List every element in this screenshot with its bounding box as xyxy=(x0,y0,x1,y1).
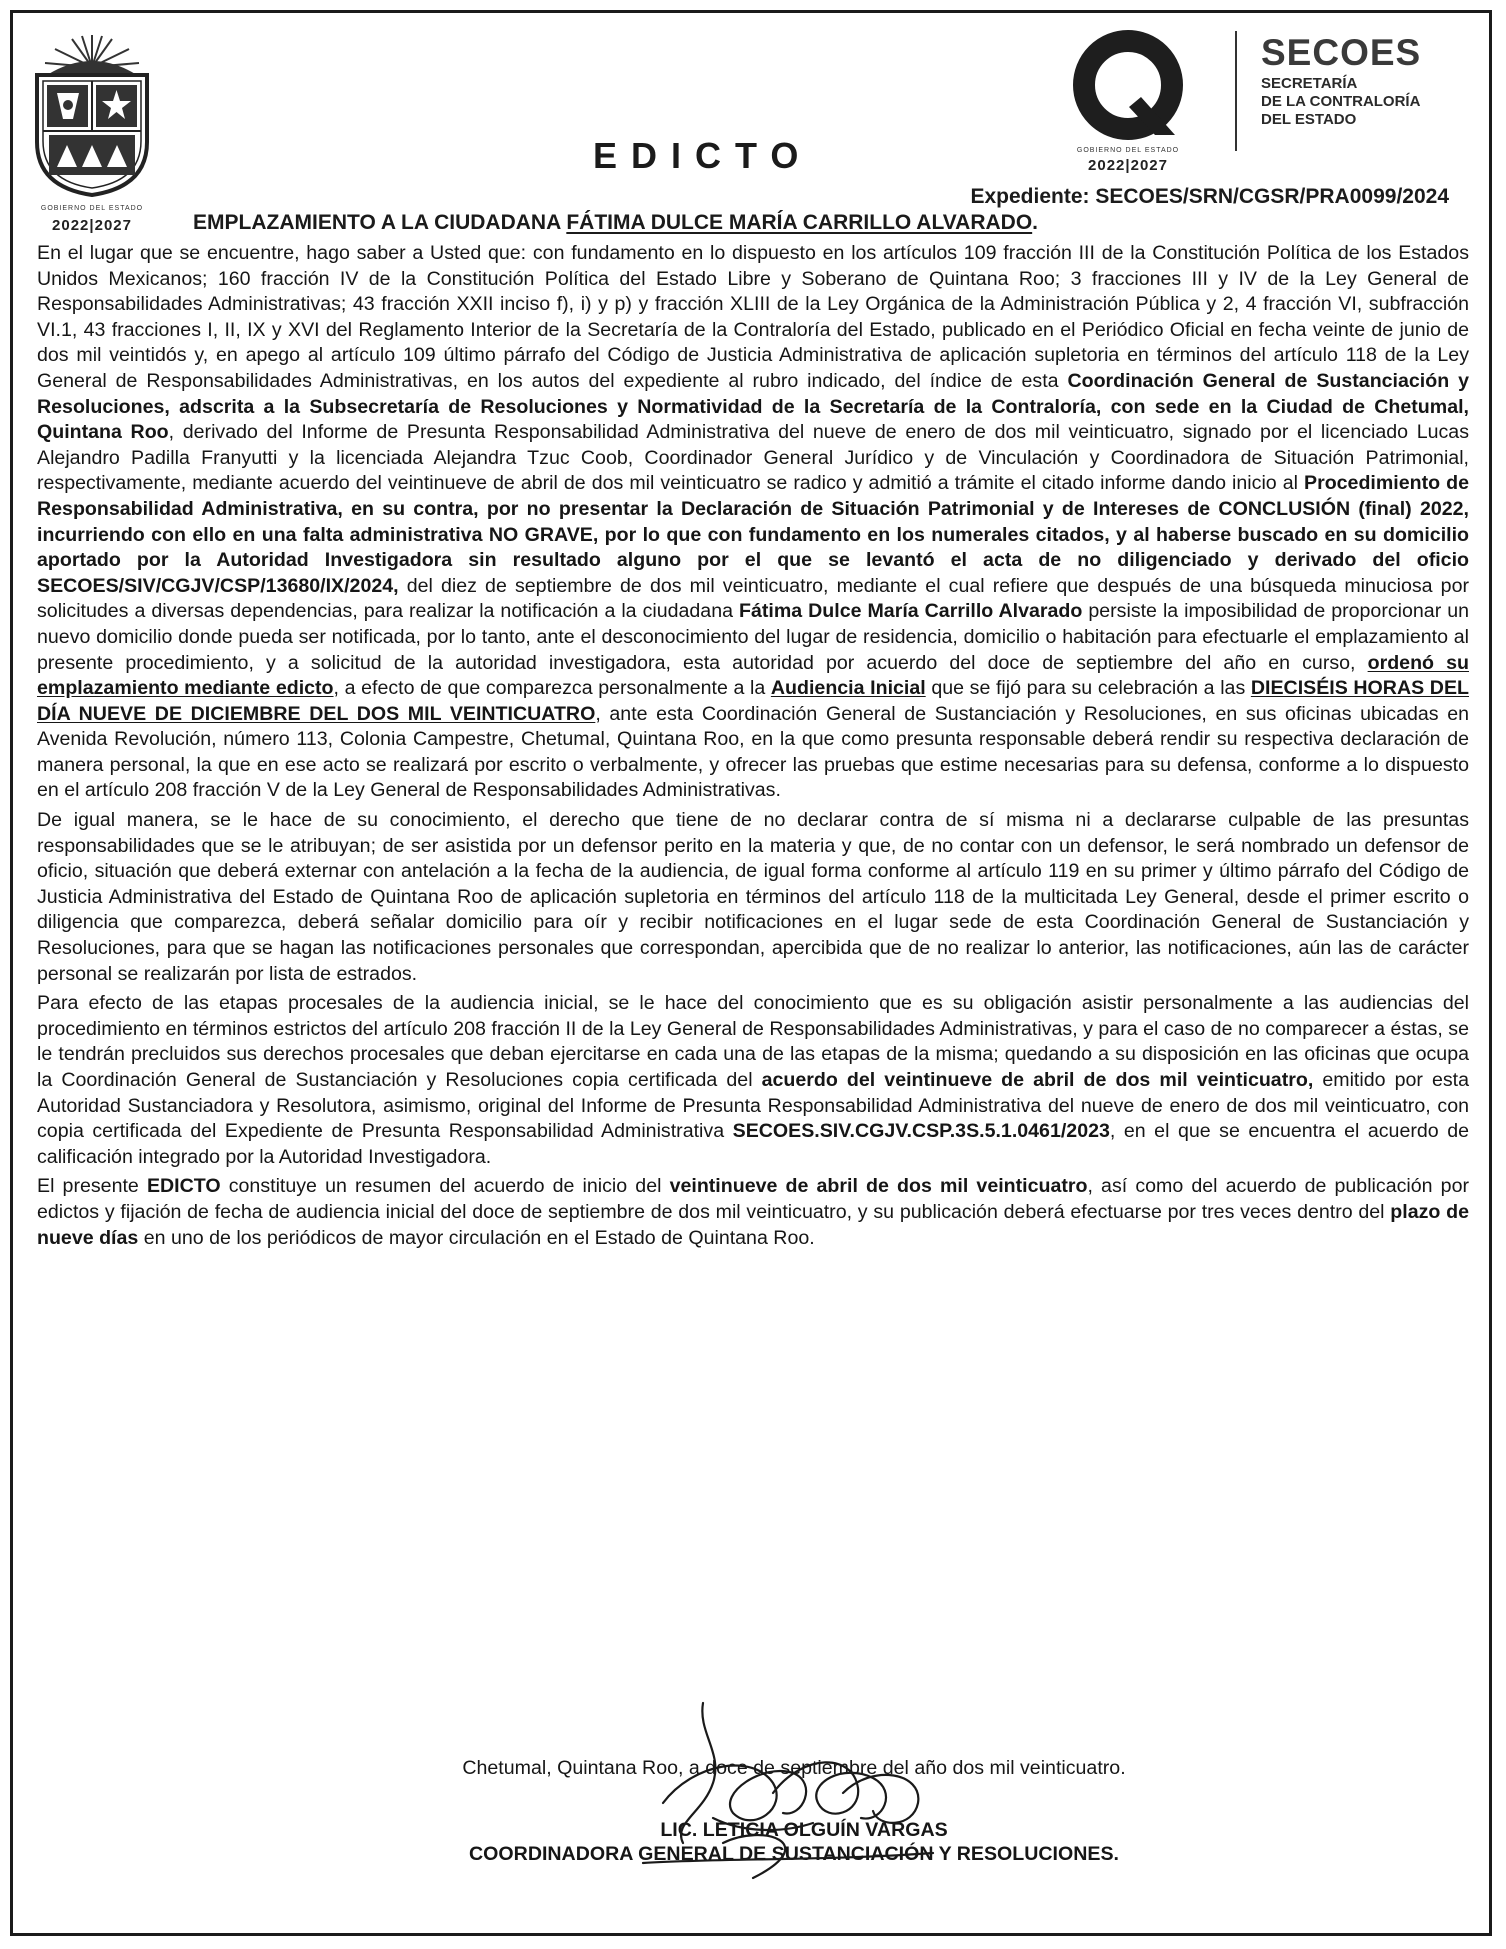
secoes-subtitle-line-3: DEL ESTADO xyxy=(1261,111,1357,128)
p4-part-f: plazo de nueve días xyxy=(37,1200,1469,1249)
crest-years: 2022|2027 xyxy=(52,217,132,234)
p1-part-i: , a efecto de que comparezca personalmente a la xyxy=(333,677,771,700)
summons-heading-suffix: . xyxy=(1032,211,1039,234)
state-coat-of-arms-logo xyxy=(27,27,157,234)
p1-part-d: Procedimiento de Responsabilidad Administrativa, en su contra, por no presentar la Declaración de Situación Patrimonial y de Intereses de CONCLUSIÓN (final) 2022, incurriendo con ello en una falta administrativa NO GRAVE, por lo que con fundamento en los numerales citados, y al haberse buscado en su domicilio aportado por la Autoridad Investigadora sin resultado alguno por el que se levantó el acta de no diligenciado y derivado del oficio SECOES/SIV/CGJV/CSP/13680/IX/2024, xyxy=(37,472,1469,597)
q-logo-caption: GOBIERNO DEL ESTADO xyxy=(1076,147,1180,154)
coat-of-arms-icon xyxy=(27,27,157,202)
government-q-logo xyxy=(1063,27,1193,174)
document-title: EDICTO xyxy=(593,135,813,176)
p1-part-f: Fátima Dulce María Carrillo Alvarado xyxy=(738,600,1083,623)
secoes-name: SECOES xyxy=(1261,32,1422,73)
place-and-date: Chetumal, Quintana Roo, a doce de septiembre del año dos mil veinticuatro. xyxy=(462,1757,1126,1779)
p4-part-c: constituye un resumen del acuerdo de inicio del xyxy=(220,1175,670,1198)
header-divider xyxy=(1235,31,1237,151)
secoes-subtitle-line-1: SECRETARÍA xyxy=(1261,75,1358,92)
p4-part-d: veintinueve de abril de dos mil veinticuatro xyxy=(669,1175,1088,1198)
p1-part-l: DIECISÉIS HORAS DEL DÍA NUEVE DE DICIEMBRE DEL DOS MIL VEINTICUATRO xyxy=(37,677,1469,725)
handwritten-signature xyxy=(603,1693,963,1893)
p3-part-a: Para efecto de las etapas procesales de la audiencia inicial, se le hace del conocimiento que es su obligación asistir personalmente a las audiencias del procedimiento en términos estrictos del artículo 208 fracción II de la Ley General de Responsabilidades Administrativas, y para el caso de no comparecer a éstas, se le tendrán precluidos sus derechos procesales que deban ejercitarse en cada una de las etapas de la misma; quedando a su disposición en las oficinas que ocupa la Coordinación General de Sustanciación y Resoluciones copia certificada del xyxy=(37,992,1469,1091)
p4-part-a: El presente xyxy=(37,1175,147,1198)
summons-heading-prefix: EMPLAZAMIENTO A LA CIUDADANA xyxy=(193,211,567,234)
p4-part-e: , así como del acuerdo de publicación por edictos y fijación de fecha de audiencia inicial del doce de septiembre de dos mil veinticuatro, y su publicación deberá efectuarse por tres veces dentro del xyxy=(37,1175,1469,1223)
paragraph-2: De igual manera, se le hace de su conocimiento, el derecho que tiene de no declarar contra de sí misma ni a declararse culpable de las presuntas responsabilidades que se le atribuyan; de ser asistida por un defensor perito en la materia y que, de no contar con un defensor, le será nombrado un defensor de oficio, situación que deberá externar con antelación a la fecha de la audiencia, de igual forma conforme al artículo 119 en su primer y último párrafo del Código de Justicia Administrativa del Estado de Quintana Roo de aplicación supletoria en términos del artículo 118 de la multicitada Ley General, desde el primer escrito o diligencia que comparezca, deberá señalar domicilio para oír y recibir notificaciones en el lugar sede de esta Coordinación General de Sustanciación y Resoluciones, para que se hagan las notificaciones personales que correspondan, apercibida que de no realizar lo anterior, las notificaciones, aún las de carácter personal se realizarán por lista de estrados. xyxy=(37,809,1469,985)
p4-part-g: en uno de los periódicos de mayor circulación en el Estado de Quintana Roo. xyxy=(138,1226,815,1249)
p1-part-g: persiste la imposibilidad de proporcionar un nuevo domicilio donde pueda ser notificada, por lo tanto, ante el desconocimiento del lugar de residencia, domicilio o habitación para efectuarle el emplazamiento al presente procedimiento, y a solicitud de la autoridad investigadora, esta autoridad por acuerdo del doce de septiembre del año en curso, xyxy=(37,600,1470,674)
p1-part-c: , derivado del Informe de Presunta Responsabilidad Administrativa del nueve de enero de dos mil veinticuatro, signado por el licenciado Lucas Alejandro Padilla Franyutti y la licenciada Alejandra Tzuc Coob, Coordinador General Jurídico y de Vinculación y Coordinadora de Situación Patrimonial, respectivamente, mediante acuerdo del veintinueve de abril de dos mil veinticuatro se radico y admitió a trámite el citado informe dando inicio al xyxy=(37,421,1469,495)
q-logo-icon xyxy=(1063,27,1193,147)
secoes-subtitle-line-2: DE LA CONTRALORÍA xyxy=(1261,93,1421,110)
signer-name: LIC. LETICIA OLGUÍN VARGAS xyxy=(660,1819,948,1841)
edict-page xyxy=(10,10,1492,1936)
signer-title: COORDINADORA GENERAL DE SUSTANCIACIÓN Y RESOLUCIONES. xyxy=(469,1843,1119,1865)
p1-part-a: En el lugar que se encuentre, hago saber a Usted que: con fundamento en lo dispuesto en los artículos 109 fracción III de la Constitución Política de los Estados Unidos Mexicanos; 160 fracción IV de la Constitución Política del Estado Libre y Soberano de Quintana Roo; 3 fracciones III y IV de la Ley General de Responsabilidades Administrativas; 43 fracción XXII inciso f), i) y p) y fracción XLIII de la Ley Orgánica de la Administración Pública y 2, 4 fracción VI, subfracción VI.1, 43 fracciones I, II, IX y XVI del Reglamento Interior de la Secretaría de la Contraloría del Estado, publicado en el Periódico Oficial en fecha veinte de junio de dos mil veintidós y, en apego al artículo 109 último párrafo del Código de Justicia Administrativa de aplicación supletoria en términos del artículo 118 de la Ley General de Responsabilidades Administrativas, en los autos del expediente al rubro indicado, del índice de esta xyxy=(37,242,1469,392)
edict-body xyxy=(37,241,1469,1255)
paragraph-1 xyxy=(37,241,1469,804)
paragraph-4 xyxy=(37,1174,1469,1251)
q-logo-years: 2022|2027 xyxy=(1088,157,1168,174)
p3-part-c: emitido por esta Autoridad Sustanciadora y Resolutora, asimismo, original del Informe de Presunta Responsabilidad Administrativa del nueve de enero de dos mil veinticuatro, con copia certificada del Expediente de Presunta Responsabilidad Administrativa xyxy=(37,1069,1470,1143)
p1-part-e: del diez de septiembre de dos mil veinticuatro, mediante el cual refiere que después de una búsqueda minuciosa por solicitudes a diversas dependencias, para realizar la notificación a la ciudadana xyxy=(37,574,1469,623)
p1-part-b: Coordinación General de Sustanciación y Resoluciones, adscrita a la Subsecretaría de Resoluciones y Normatividad de la Secretaría de la Contraloría, con sede en la Ciudad de Chetumal, Quintana Roo xyxy=(37,369,1469,444)
paragraph-3 xyxy=(37,991,1469,1170)
p1-part-m: , ante esta Coordinación General de Sustanciación y Resoluciones, en sus oficinas ubicadas en Avenida Revolución, número 113, Colonia Campestre, Chetumal, Quintana Roo, en la que como presunta responsable deberá rendir su respectiva declaración de manera personal, la que en ese acto se realizará por escrito o verbalmente, y ofrecer las pruebas que estime necesarias para su defensa, conforme a lo dispuesto en el artículo 208 fracción V de la Ley General de Responsabilidades Administrativas. xyxy=(37,702,1469,802)
crest-caption: GOBIERNO DEL ESTADO xyxy=(40,205,144,212)
p1-part-h: ordenó su emplazamiento mediante edicto xyxy=(37,651,1469,700)
p1-part-k: que se fijó para su celebración a las xyxy=(925,677,1251,700)
summons-heading xyxy=(193,211,1038,235)
summons-heading-name: FÁTIMA DULCE MARÍA CARRILLO ALVARADO xyxy=(566,211,1033,234)
p4-part-b: EDICTO xyxy=(146,1175,221,1198)
secoes-brand xyxy=(1261,31,1481,129)
p3-part-b: acuerdo del veintinueve de abril de dos mil veinticuatro, xyxy=(761,1069,1314,1091)
case-number: Expediente: SECOES/SRN/CGSR/PRA0099/2024 xyxy=(970,185,1449,208)
p3-part-e: , en el que se encuentra el acuerdo de calificación integrado por la Autoridad Investigadora. xyxy=(37,1120,1469,1168)
p1-part-j: Audiencia Inicial xyxy=(770,677,926,700)
p3-part-d: SECOES.SIV.CGJV.CSP.3S.5.1.0461/2023 xyxy=(732,1120,1110,1143)
